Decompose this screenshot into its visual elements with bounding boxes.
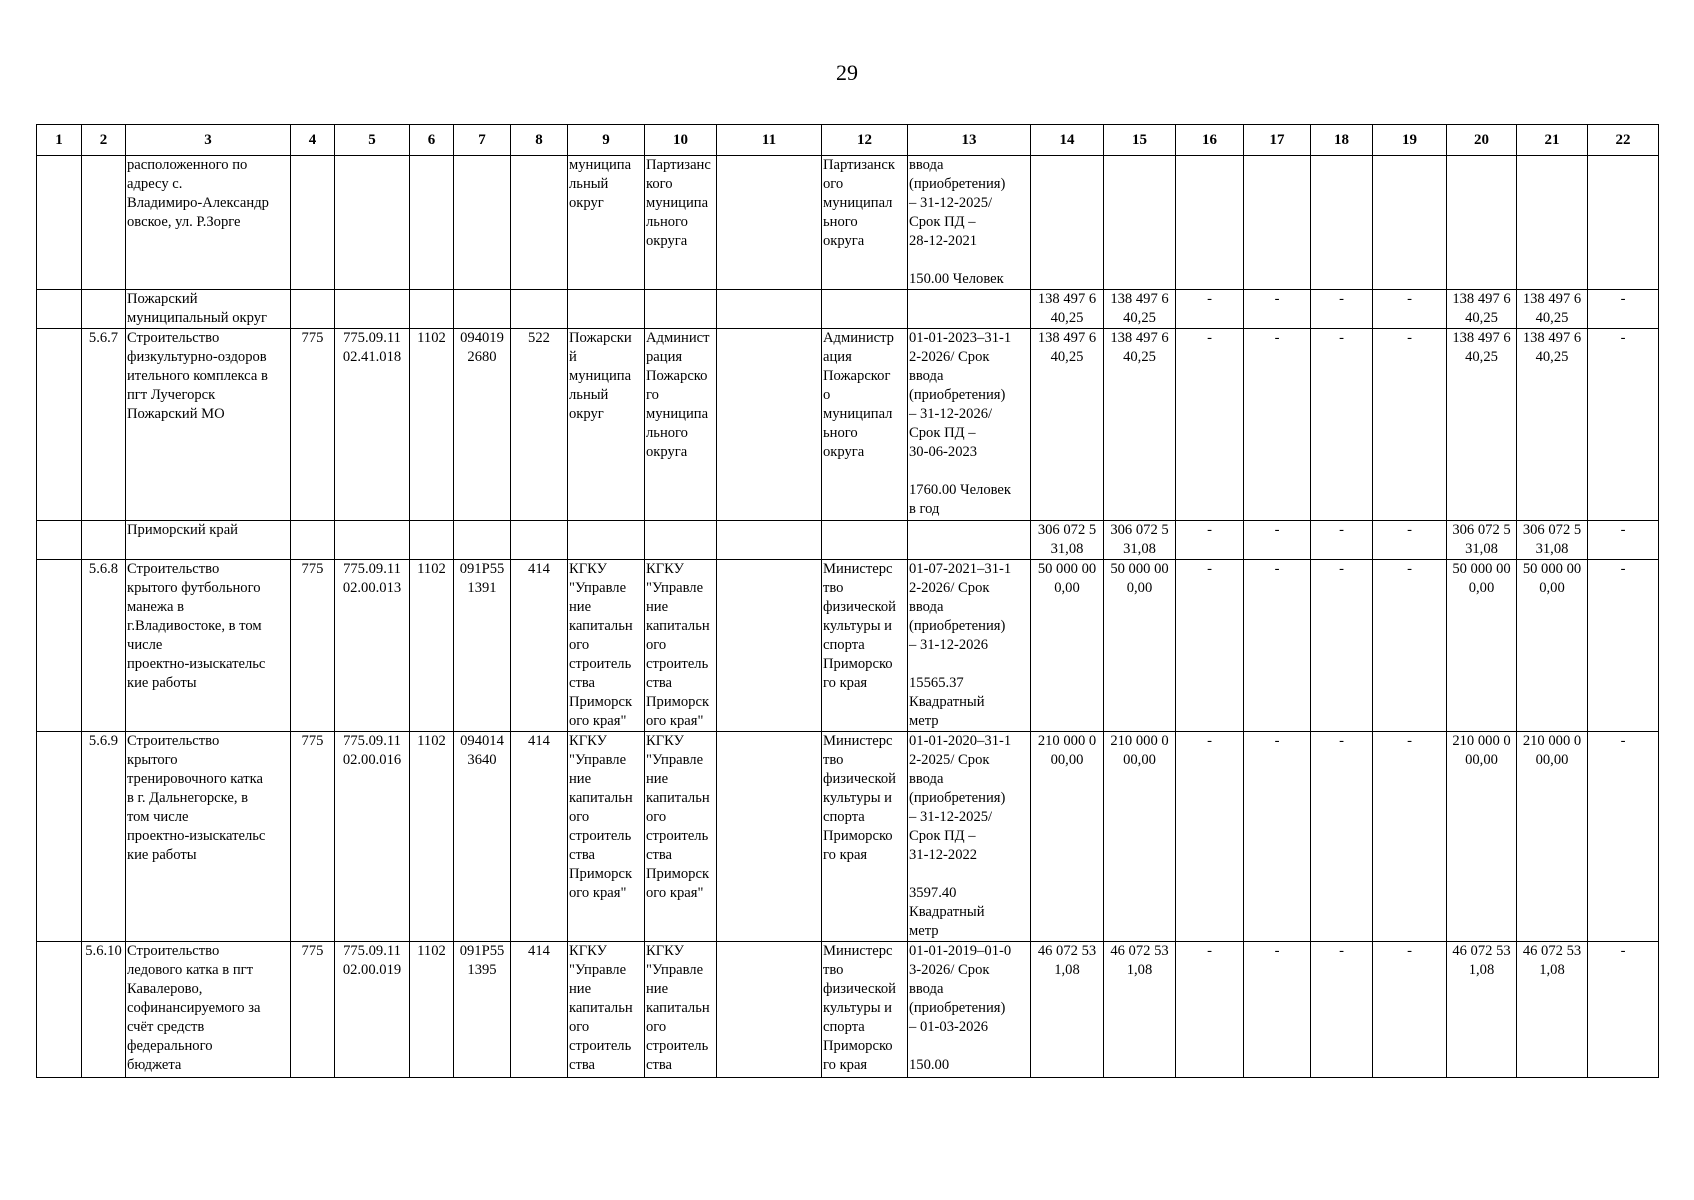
table-cell-col-11 bbox=[717, 732, 822, 942]
table-cell-col-12: Министерс тво физической культуры и спорта Приморско го края bbox=[822, 732, 908, 942]
table-cell-col-16: - bbox=[1176, 521, 1244, 560]
table-cell-col-21: 306 072 5 31,08 bbox=[1517, 521, 1588, 560]
table-cell-col-22 bbox=[1588, 156, 1659, 290]
table-cell-col-14: 210 000 0 00,00 bbox=[1031, 732, 1104, 942]
header-cell-18: 18 bbox=[1311, 125, 1373, 156]
table-cell-col-8: 414 bbox=[511, 942, 568, 1078]
table-cell-col-4: 775 bbox=[291, 329, 335, 521]
table-cell-col-2: 5.6.7 bbox=[82, 329, 126, 521]
table-cell-col-13 bbox=[908, 521, 1031, 560]
table-cell-col-13: 01-07-2021–31-1 2-2026/ Срок ввода (приобретения) – 31-12-2026 15565.37 Квадратный метр bbox=[908, 560, 1031, 732]
header-cell-10: 10 bbox=[645, 125, 717, 156]
table-cell-col-22: - bbox=[1588, 942, 1659, 1078]
table-cell-col-9: муниципа льный округ bbox=[568, 156, 645, 290]
table-cell-col-9 bbox=[568, 521, 645, 560]
table-cell-col-4 bbox=[291, 290, 335, 329]
header-cell-12: 12 bbox=[822, 125, 908, 156]
table-row bbox=[37, 732, 1659, 942]
table-cell-col-3: Строительство крытого футбольного манежа в г.Владивостоке, в том числе проектно-изыскательс кие работы bbox=[126, 560, 291, 732]
table-cell-col-22: - bbox=[1588, 560, 1659, 732]
table-cell-col-21: 138 497 6 40,25 bbox=[1517, 329, 1588, 521]
table-cell-col-22: - bbox=[1588, 329, 1659, 521]
table-cell-col-6: 1102 bbox=[410, 732, 454, 942]
header-cell-2: 2 bbox=[82, 125, 126, 156]
table-cell-col-8: 522 bbox=[511, 329, 568, 521]
table-cell-col-12: Министерс тво физической культуры и спорта Приморско го края bbox=[822, 560, 908, 732]
table-cell-col-5: 775.09.11 02.00.016 bbox=[335, 732, 410, 942]
table-cell-col-3: Приморский край bbox=[126, 521, 291, 560]
table-cell-col-19: - bbox=[1373, 942, 1447, 1078]
table-cell-col-7: 091P55 1391 bbox=[454, 560, 511, 732]
table-cell-col-2: 5.6.10 bbox=[82, 942, 126, 1078]
table-row bbox=[37, 560, 1659, 732]
table-cell-col-4 bbox=[291, 521, 335, 560]
table-cell-col-11 bbox=[717, 290, 822, 329]
table-cell-col-15: 210 000 0 00,00 bbox=[1104, 732, 1176, 942]
table-cell-col-17 bbox=[1244, 156, 1311, 290]
table-cell-col-22: - bbox=[1588, 521, 1659, 560]
header-cell-15: 15 bbox=[1104, 125, 1176, 156]
table-cell-col-6 bbox=[410, 521, 454, 560]
table-cell-col-15: 138 497 6 40,25 bbox=[1104, 329, 1176, 521]
table-cell-col-9: КГКУ "Управле ние капитальн ого строитель ства Приморск ого края" bbox=[568, 560, 645, 732]
table-cell-col-17: - bbox=[1244, 290, 1311, 329]
page-number: 29 bbox=[836, 60, 858, 85]
table-cell-col-9: Пожарски й муниципа льный округ bbox=[568, 329, 645, 521]
header-cell-3: 3 bbox=[126, 125, 291, 156]
table-cell-col-4: 775 bbox=[291, 942, 335, 1078]
header-cell-11: 11 bbox=[717, 125, 822, 156]
table-cell-col-15: 138 497 6 40,25 bbox=[1104, 290, 1176, 329]
table-cell-col-13: ввода (приобретения) – 31-12-2025/ Срок ПД – 28-12-2021 150.00 Человек bbox=[908, 156, 1031, 290]
table-cell-col-8 bbox=[511, 290, 568, 329]
header-cell-4: 4 bbox=[291, 125, 335, 156]
table-cell-col-6: 1102 bbox=[410, 329, 454, 521]
table-cell-col-5 bbox=[335, 521, 410, 560]
header-cell-20: 20 bbox=[1447, 125, 1517, 156]
table-cell-col-1 bbox=[37, 156, 82, 290]
table-cell-col-7 bbox=[454, 521, 511, 560]
table-cell-col-2 bbox=[82, 156, 126, 290]
table-row bbox=[37, 521, 1659, 560]
header-cell-5: 5 bbox=[335, 125, 410, 156]
table-cell-col-8: 414 bbox=[511, 732, 568, 942]
table-cell-col-18: - bbox=[1311, 560, 1373, 732]
table-row bbox=[37, 942, 1659, 1078]
header-cell-9: 9 bbox=[568, 125, 645, 156]
data-table bbox=[36, 124, 1659, 1078]
table-cell-col-13: 01-01-2019–01-0 3-2026/ Срок ввода (приобретения) – 01-03-2026 150.00 bbox=[908, 942, 1031, 1078]
table-cell-col-8: 414 bbox=[511, 560, 568, 732]
table-cell-col-20: 210 000 0 00,00 bbox=[1447, 732, 1517, 942]
table-cell-col-3: Пожарский муниципальный округ bbox=[126, 290, 291, 329]
table-cell-col-12 bbox=[822, 521, 908, 560]
table-cell-col-10: КГКУ "Управле ние капитальн ого строитель ства bbox=[645, 942, 717, 1078]
table-cell-col-17: - bbox=[1244, 560, 1311, 732]
table-cell-col-19 bbox=[1373, 156, 1447, 290]
table-cell-col-14 bbox=[1031, 156, 1104, 290]
table-cell-col-19: - bbox=[1373, 732, 1447, 942]
table-cell-col-6: 1102 bbox=[410, 560, 454, 732]
table-cell-col-6 bbox=[410, 156, 454, 290]
table-cell-col-11 bbox=[717, 329, 822, 521]
table-cell-col-10 bbox=[645, 521, 717, 560]
table-cell-col-11 bbox=[717, 560, 822, 732]
header-cell-14: 14 bbox=[1031, 125, 1104, 156]
table-cell-col-4: 775 bbox=[291, 732, 335, 942]
table-cell-col-8 bbox=[511, 156, 568, 290]
table-cell-col-5 bbox=[335, 156, 410, 290]
table-cell-col-21 bbox=[1517, 156, 1588, 290]
table-cell-col-11 bbox=[717, 156, 822, 290]
table-cell-col-13 bbox=[908, 290, 1031, 329]
table-cell-col-2: 5.6.8 bbox=[82, 560, 126, 732]
header-cell-19: 19 bbox=[1373, 125, 1447, 156]
table-row bbox=[37, 156, 1659, 290]
table-cell-col-18: - bbox=[1311, 942, 1373, 1078]
table-cell-col-6 bbox=[410, 290, 454, 329]
table-cell-col-11 bbox=[717, 942, 822, 1078]
table-cell-col-5 bbox=[335, 290, 410, 329]
table-cell-col-1 bbox=[37, 290, 82, 329]
header-cell-6: 6 bbox=[410, 125, 454, 156]
table-cell-col-12 bbox=[822, 290, 908, 329]
table-cell-col-18: - bbox=[1311, 290, 1373, 329]
header-cell-17: 17 bbox=[1244, 125, 1311, 156]
table-cell-col-15: 306 072 5 31,08 bbox=[1104, 521, 1176, 560]
table-cell-col-14: 138 497 6 40,25 bbox=[1031, 290, 1104, 329]
table-cell-col-7 bbox=[454, 156, 511, 290]
table-cell-col-15 bbox=[1104, 156, 1176, 290]
table-cell-col-14: 306 072 5 31,08 bbox=[1031, 521, 1104, 560]
table-cell-col-20: 306 072 5 31,08 bbox=[1447, 521, 1517, 560]
table-cell-col-2 bbox=[82, 290, 126, 329]
table-cell-col-16 bbox=[1176, 156, 1244, 290]
table-row bbox=[37, 290, 1659, 329]
table-cell-col-15: 46 072 53 1,08 bbox=[1104, 942, 1176, 1078]
table-cell-col-6: 1102 bbox=[410, 942, 454, 1078]
table-cell-col-21: 46 072 53 1,08 bbox=[1517, 942, 1588, 1078]
header-cell-16: 16 bbox=[1176, 125, 1244, 156]
header-cell-21: 21 bbox=[1517, 125, 1588, 156]
table-cell-col-13: 01-01-2020–31-1 2-2025/ Срок ввода (приобретения) – 31-12-2025/ Срок ПД – 31-12-2022 3597.40 Квадратный метр bbox=[908, 732, 1031, 942]
table-cell-col-17: - bbox=[1244, 521, 1311, 560]
table-cell-col-19: - bbox=[1373, 521, 1447, 560]
table-cell-col-16: - bbox=[1176, 942, 1244, 1078]
table-cell-col-21: 210 000 0 00,00 bbox=[1517, 732, 1588, 942]
table-cell-col-18: - bbox=[1311, 521, 1373, 560]
table-cell-col-7 bbox=[454, 290, 511, 329]
table-cell-col-19: - bbox=[1373, 560, 1447, 732]
table-row bbox=[37, 329, 1659, 521]
table-cell-col-18 bbox=[1311, 156, 1373, 290]
table-cell-col-14: 50 000 00 0,00 bbox=[1031, 560, 1104, 732]
table-cell-col-20: 138 497 6 40,25 bbox=[1447, 290, 1517, 329]
table-cell-col-17: - bbox=[1244, 942, 1311, 1078]
table-cell-col-20: 50 000 00 0,00 bbox=[1447, 560, 1517, 732]
table-cell-col-2 bbox=[82, 521, 126, 560]
table-cell-col-3: Строительство физкультурно-оздоров ительного комплекса в пгт Лучегорск Пожарский МО bbox=[126, 329, 291, 521]
table-cell-col-1 bbox=[37, 732, 82, 942]
table-cell-col-5: 775.09.11 02.00.013 bbox=[335, 560, 410, 732]
table-cell-col-17: - bbox=[1244, 329, 1311, 521]
table-cell-col-3: Строительство ледового катка в пгт Кавалерово, софинансируемого за счёт средств федерального бюджета bbox=[126, 942, 291, 1078]
table-cell-col-22: - bbox=[1588, 732, 1659, 942]
table-cell-col-3: расположенного по адресу с. Владимиро-Александр овское, ул. Р.Зорге bbox=[126, 156, 291, 290]
table-cell-col-12: Партизанск ого муниципал ьного округа bbox=[822, 156, 908, 290]
table-cell-col-19: - bbox=[1373, 290, 1447, 329]
table-cell-col-17: - bbox=[1244, 732, 1311, 942]
table-cell-col-10: КГКУ "Управле ние капитальн ого строитель ства Приморск ого края" bbox=[645, 560, 717, 732]
table-cell-col-7: 094019 2680 bbox=[454, 329, 511, 521]
table-cell-col-16: - bbox=[1176, 732, 1244, 942]
table-cell-col-21: 138 497 6 40,25 bbox=[1517, 290, 1588, 329]
table-cell-col-22: - bbox=[1588, 290, 1659, 329]
table-cell-col-9 bbox=[568, 290, 645, 329]
header-cell-1: 1 bbox=[37, 125, 82, 156]
table-cell-col-9: КГКУ "Управле ние капитальн ого строитель ства Приморск ого края" bbox=[568, 732, 645, 942]
table-cell-col-10 bbox=[645, 290, 717, 329]
table-cell-col-10: КГКУ "Управле ние капитальн ого строитель ства Приморск ого края" bbox=[645, 732, 717, 942]
table-cell-col-3: Строительство крытого тренировочного катка в г. Дальнегорске, в том числе проектно-изыскательс кие работы bbox=[126, 732, 291, 942]
table-cell-col-5: 775.09.11 02.41.018 bbox=[335, 329, 410, 521]
table-cell-col-1 bbox=[37, 942, 82, 1078]
table-cell-col-18: - bbox=[1311, 732, 1373, 942]
table-cell-col-8 bbox=[511, 521, 568, 560]
table-cell-col-14: 46 072 53 1,08 bbox=[1031, 942, 1104, 1078]
table-cell-col-12: Министерс тво физической культуры и спорта Приморско го края bbox=[822, 942, 908, 1078]
table-cell-col-7: 094014 3640 bbox=[454, 732, 511, 942]
table-cell-col-4: 775 bbox=[291, 560, 335, 732]
table-cell-col-20 bbox=[1447, 156, 1517, 290]
table-cell-col-14: 138 497 6 40,25 bbox=[1031, 329, 1104, 521]
table-cell-col-5: 775.09.11 02.00.019 bbox=[335, 942, 410, 1078]
table-cell-col-16: - bbox=[1176, 329, 1244, 521]
table-cell-col-15: 50 000 00 0,00 bbox=[1104, 560, 1176, 732]
header-row bbox=[37, 125, 1659, 156]
table-cell-col-9: КГКУ "Управле ние капитальн ого строитель ства bbox=[568, 942, 645, 1078]
table-cell-col-20: 138 497 6 40,25 bbox=[1447, 329, 1517, 521]
table-cell-col-16: - bbox=[1176, 290, 1244, 329]
table-cell-col-1 bbox=[37, 560, 82, 732]
table-cell-col-13: 01-01-2023–31-1 2-2026/ Срок ввода (приобретения) – 31-12-2026/ Срок ПД – 30-06-2023 1760.00 Человек в год bbox=[908, 329, 1031, 521]
table-cell-col-20: 46 072 53 1,08 bbox=[1447, 942, 1517, 1078]
table-cell-col-7: 091P55 1395 bbox=[454, 942, 511, 1078]
table-cell-col-10: Партизанс кого муниципа льного округа bbox=[645, 156, 717, 290]
table-cell-col-16: - bbox=[1176, 560, 1244, 732]
table-cell-col-11 bbox=[717, 521, 822, 560]
table-cell-col-1 bbox=[37, 329, 82, 521]
table-cell-col-2: 5.6.9 bbox=[82, 732, 126, 942]
table-cell-col-19: - bbox=[1373, 329, 1447, 521]
table-cell-col-18: - bbox=[1311, 329, 1373, 521]
table-cell-col-12: Администр ация Пожарског о муниципал ьного округа bbox=[822, 329, 908, 521]
header-cell-7: 7 bbox=[454, 125, 511, 156]
table-cell-col-10: Админист рация Пожарско го муниципа льного округа bbox=[645, 329, 717, 521]
table-cell-col-4 bbox=[291, 156, 335, 290]
table-cell-col-1 bbox=[37, 521, 82, 560]
header-cell-22: 22 bbox=[1588, 125, 1659, 156]
header-cell-13: 13 bbox=[908, 125, 1031, 156]
table-cell-col-21: 50 000 00 0,00 bbox=[1517, 560, 1588, 732]
header-cell-8: 8 bbox=[511, 125, 568, 156]
